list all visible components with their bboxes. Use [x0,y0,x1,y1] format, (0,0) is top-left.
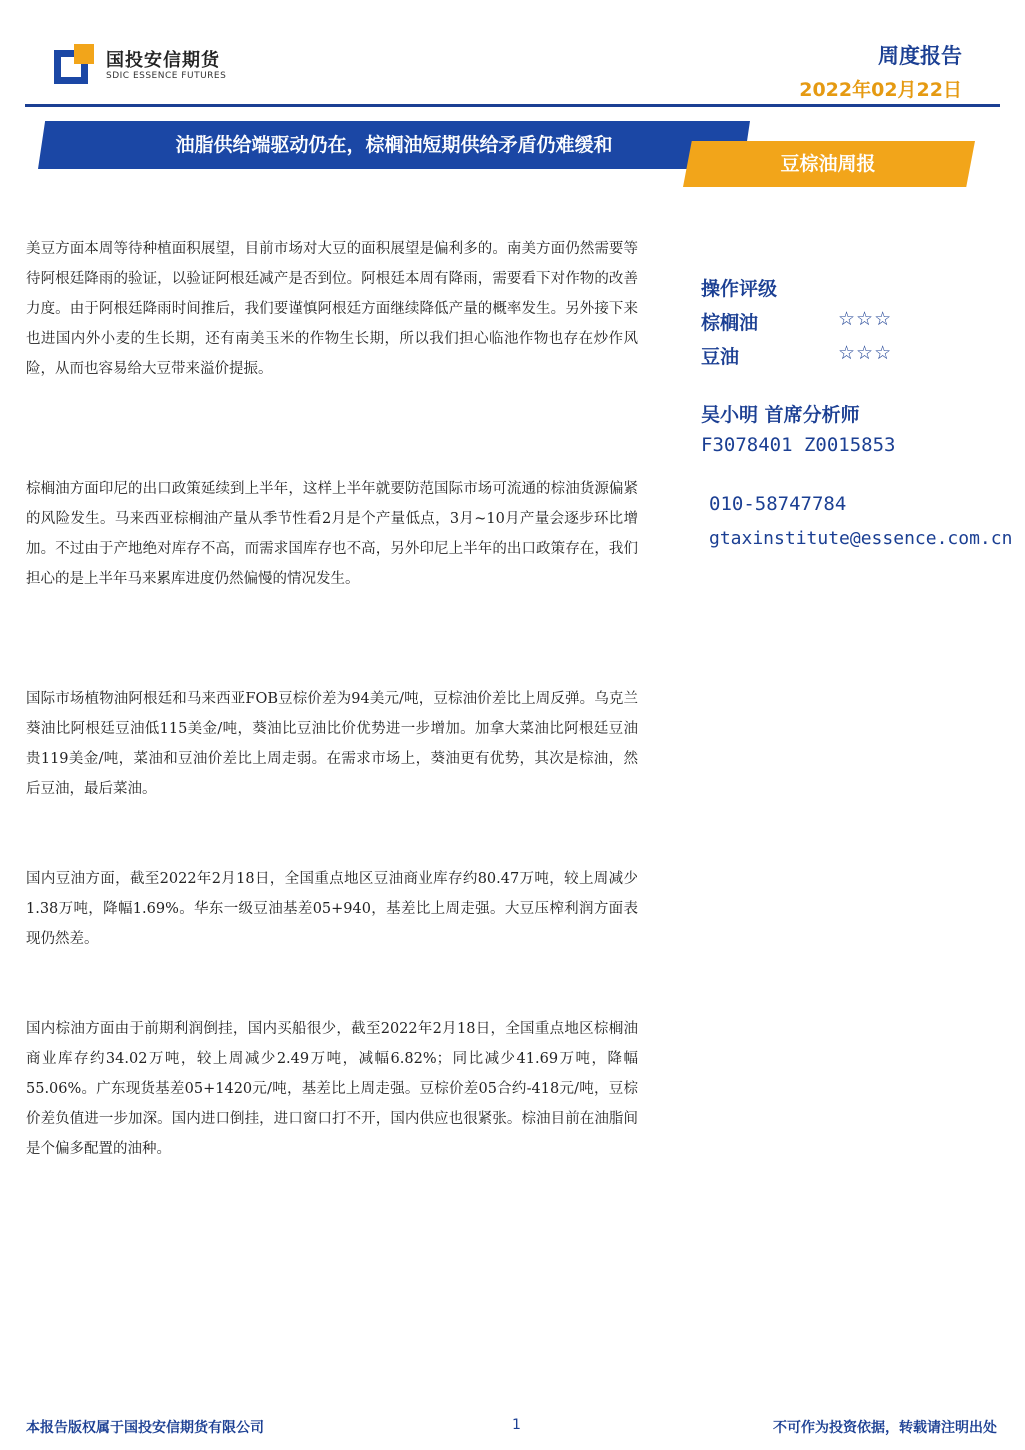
header-divider [25,104,1000,107]
body-paragraph: 棕榈油方面印尼的出口政策延续到上半年，这样上半年就要防范国际市场可流通的棕油货源偏紧的风险发生。马来西亚棕榈油产量从季节性看2月是个产量低点，3月~10月产量会逐步环比增加。不过由于产地绝对库存不高，而需求国库存也不高，另外印尼上半年的出口政策存在，我们担心的是上半年马来累库进度仍然偏慢的情况发生。 [26,481,638,587]
footer-disclaimer: 不可作为投资依据，转载请注明出处 [773,1420,997,1436]
star-rating-icon: ☆☆☆ [838,342,893,364]
footer-copyright: 本报告版权属于国投安信期货有限公司 [26,1420,264,1436]
analyst-name: 吴小明 首席分析师 [701,404,860,426]
report-type: 周度报告 [878,44,962,68]
report-subtitle: 豆棕油周报 [780,153,876,175]
rating-label: 豆油 [701,346,740,368]
logo-mark-icon [52,42,96,86]
star-rating-icon: ☆☆☆ [838,308,893,330]
analyst-certificates: F3078401 Z0015853 [701,434,896,456]
body-paragraph: 国内棕油方面由于前期利润倒挂，国内买船很少，截至2022年2月18日，全国重点地区棕榈油商业库存约34.02万吨，较上周减少2.49万吨，减幅6.82%；同比减少41.69万吨，降幅55.06%。广东现货基差05+1420元/吨，基差比上周走强。豆棕价差05合约-418元/吨，豆棕价差负值进一步加深。国内进口倒挂，进口窗口打不开，国内供应也很紧张。棕油目前在油脂间是个偏多配置的油种。 [26,1021,638,1157]
rating-label: 棕榈油 [701,312,759,334]
body-paragraph: 国际市场植物油阿根廷和马来西亚FOB豆棕价差为94美元/吨，豆棕油价差比上周反弹。乌克兰葵油比阿根廷豆油低115美金/吨，葵油比豆油比价优势进一步增加。加拿大菜油比阿根廷豆油贵119美金/吨，菜油和豆油价差比上周走弱。在需求市场上，葵油更有优势，其次是棕油，然后豆油，最后菜油。 [26,691,638,797]
rating-heading: 操作评级 [701,278,778,300]
report-title: 油脂供给端驱动仍在，棕榈油短期供给矛盾仍难缓和 [175,134,613,156]
logo-text-en: SDIC ESSENCE FUTURES [106,71,227,81]
contact-email[interactable]: gtaxinstitute@essence.com.cn [709,528,1013,549]
report-date: 2022年02月22日 [799,79,962,101]
logo-text-cn: 国投安信期货 [106,50,220,71]
contact-phone: 010-58747784 [709,493,847,515]
body-paragraph: 国内豆油方面，截至2022年2月18日，全国重点地区豆油商业库存约80.47万吨，较上周减少1.38万吨，降幅1.69%。华东一级豆油基差05+940，基差比上周走强。大豆压榨利润方面表现仍然差。 [26,871,638,947]
body-paragraph: 美豆方面本周等待种植面积展望，目前市场对大豆的面积展望是偏利多的。南美方面仍然需要等待阿根廷降雨的验证，以验证阿根廷减产是否到位。阿根廷本周有降雨，需要看下对作物的改善力度。由于阿根廷降雨时间推后，我们要谨慎阿根廷方面继续降低产量的概率发生。另外接下来也进国内外小麦的生长期，还有南美玉米的作物生长期，所以我们担心临池作物也存在炒作风险，从而也容易给大豆带来溢价提振。 [26,241,638,377]
company-logo [52,40,232,88]
page-number: 1 [512,1417,521,1433]
